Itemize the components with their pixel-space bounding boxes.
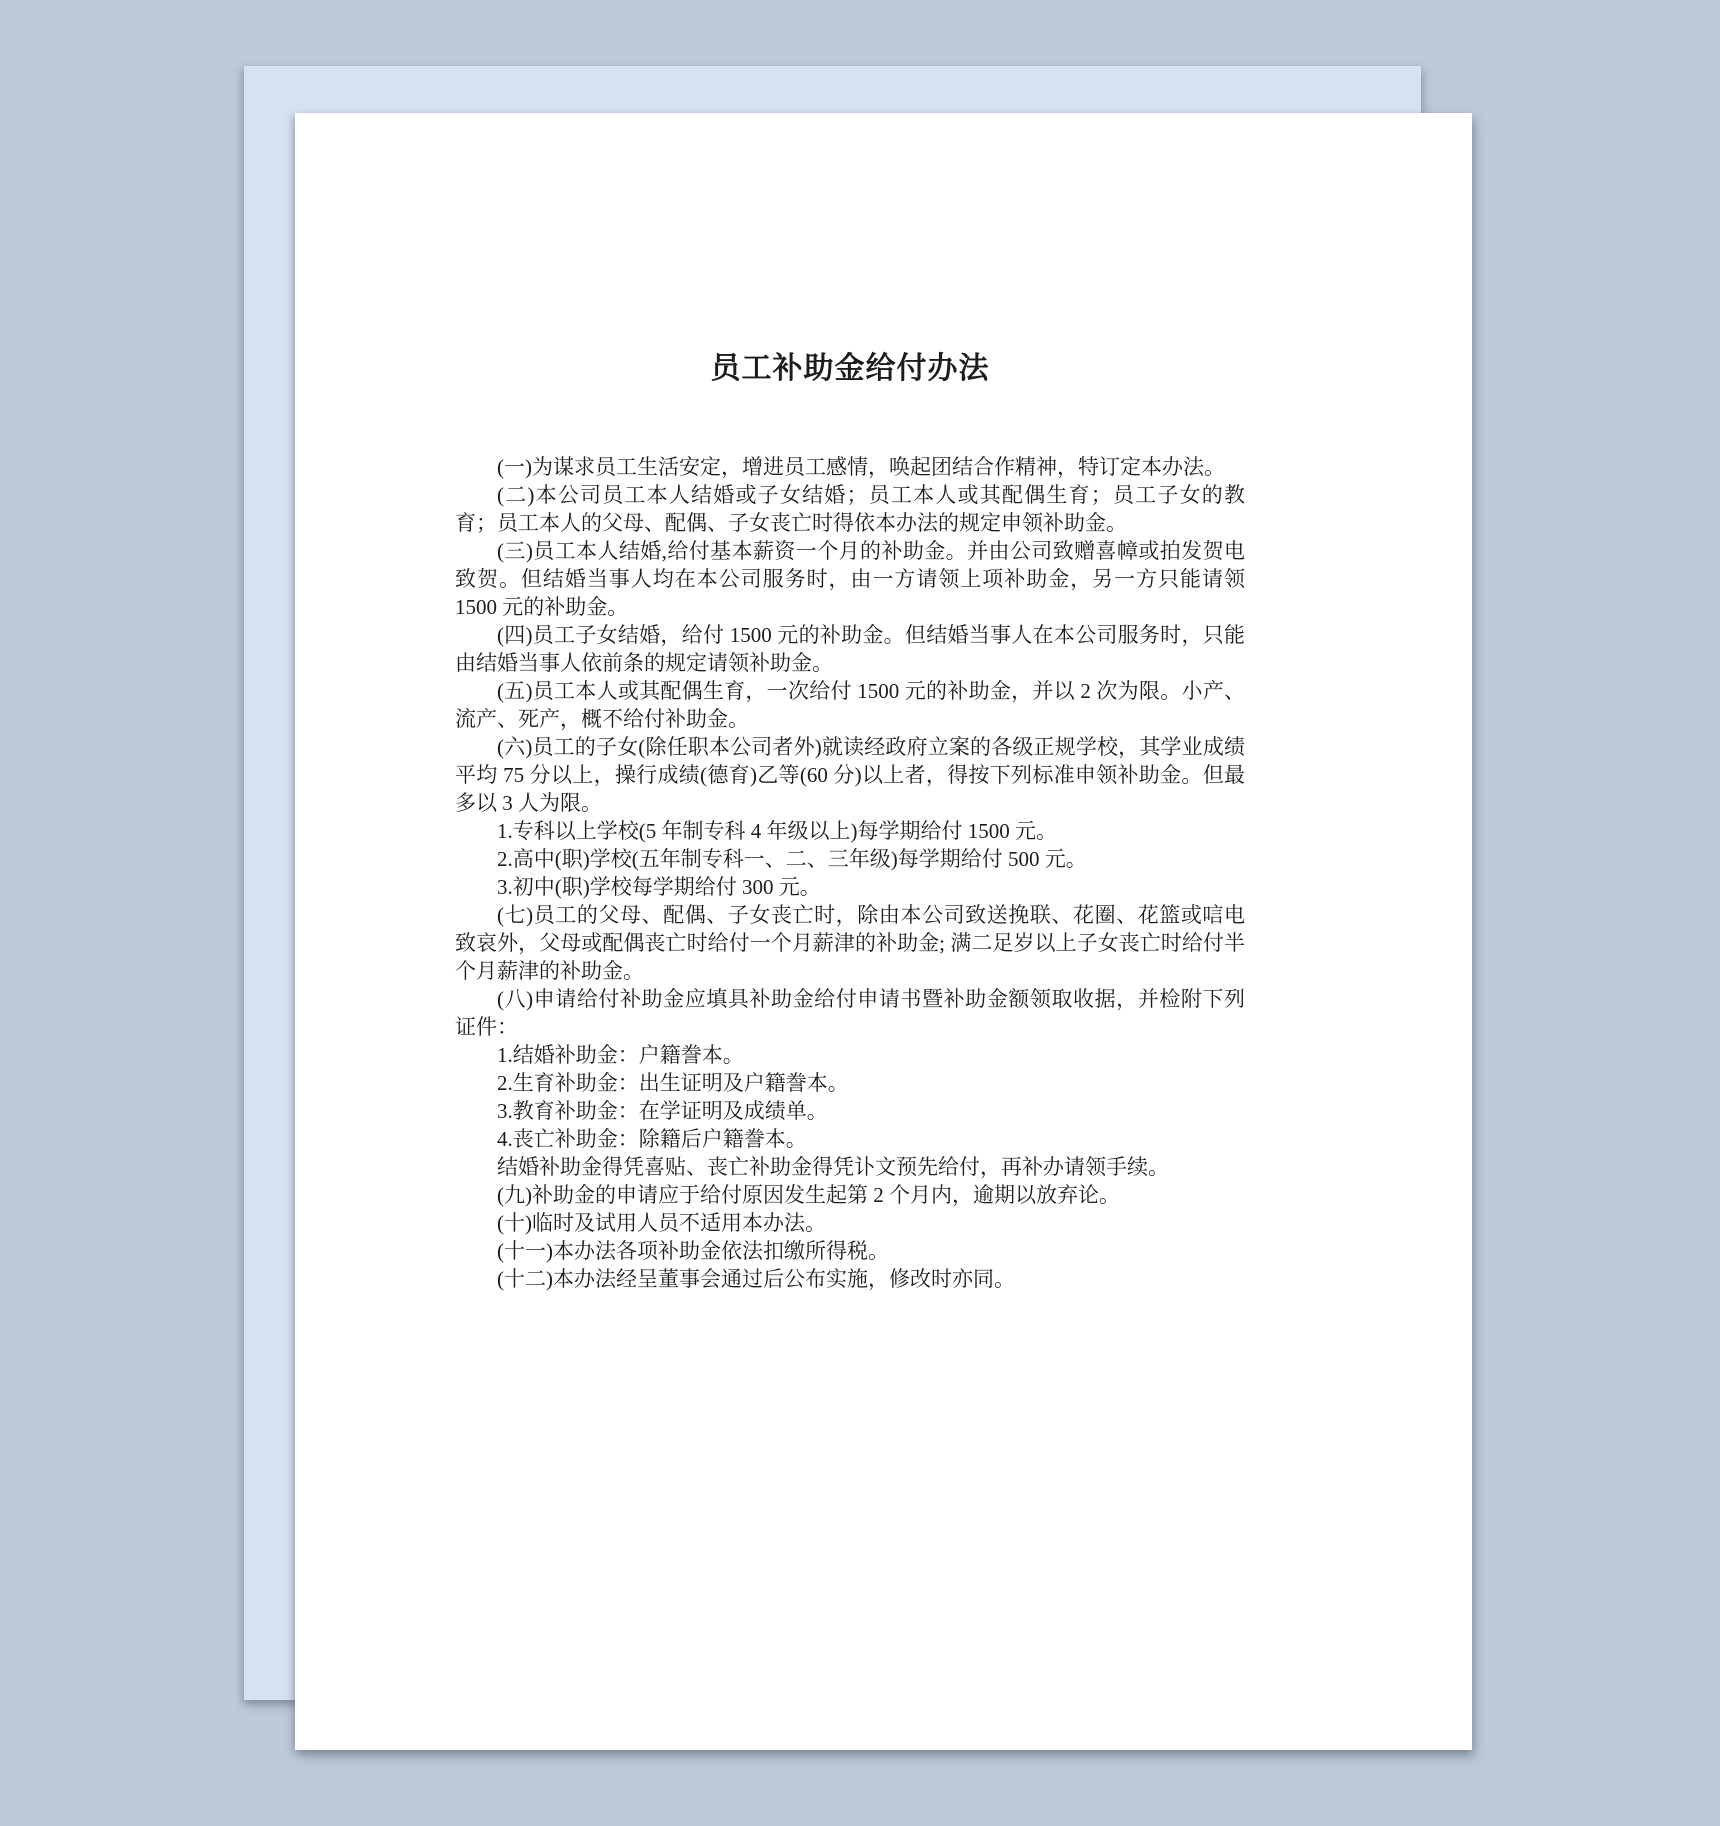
paragraph: 2.高中(职)学校(五年制专科一、二、三年级)每学期给付 500 元。 xyxy=(497,847,1087,871)
document-body xyxy=(455,453,1245,1293)
paragraph: (六)员工的子女(除任职本公司者外)就读经政府立案的各级正规学校，其学业成绩平均 75 分以上，操行成绩(德育)乙等(60 分)以上者，得按下列标准申领补助金。但最多以 3 人为限。 xyxy=(455,735,1245,815)
paragraph: 3.教育补助金：在学证明及成绩单。 xyxy=(497,1099,828,1123)
paragraph: 1.结婚补助金：户籍誊本。 xyxy=(497,1043,744,1067)
document-content xyxy=(455,352,1245,1293)
paragraph: (十一)本办法各项补助金依法扣缴所得税。 xyxy=(497,1239,889,1263)
document-title: 员工补助金给付办法 xyxy=(710,352,990,385)
paragraph: (八)申请给付补助金应填具补助金给付申请书暨补助金额领取收据，并检附下列证件： xyxy=(455,987,1245,1039)
paragraph: 4.丧亡补助金：除籍后户籍誊本。 xyxy=(497,1127,807,1151)
paragraph: 1.专科以上学校(5 年制专科 4 年级以上)每学期给付 1500 元。 xyxy=(497,819,1057,843)
paragraph: (四)员工子女结婚，给付 1500 元的补助金。但结婚当事人在本公司服务时，只能由结婚当事人依前条的规定请领补助金。 xyxy=(455,623,1245,675)
paragraph: (九)补助金的申请应于给付原因发生起第 2 个月内，逾期以放弃论。 xyxy=(497,1183,1120,1207)
paragraph: (七)员工的父母、配偶、子女丧亡时，除由本公司致送挽联、花圈、花篮或唁电致哀外，父母或配偶丧亡时给付一个月薪津的补助金; 满二足岁以上子女丧亡时给付半个月薪津的补助金。 xyxy=(455,903,1245,983)
paragraph: (十二)本办法经呈董事会通过后公布实施，修改时亦同。 xyxy=(497,1267,1015,1291)
paragraph: 2.生育补助金：出生证明及户籍誊本。 xyxy=(497,1071,849,1095)
paragraph: (十)临时及试用人员不适用本办法。 xyxy=(497,1211,826,1235)
paragraph: (三)员工本人结婚,给付基本薪资一个月的补助金。并由公司致赠喜幛或拍发贺电致贺。但结婚当事人均在本公司服务时，由一方请领上项补助金，另一方只能请领 1500 元的补助金。 xyxy=(455,539,1245,619)
paragraph: (五)员工本人或其配偶生育，一次给付 1500 元的补助金，并以 2 次为限。小产、流产、死产，概不给付补助金。 xyxy=(455,679,1245,731)
paragraph: (二)本公司员工本人结婚或子女结婚；员工本人或其配偶生育；员工子女的教育；员工本人的父母、配偶、子女丧亡时得依本办法的规定申领补助金。 xyxy=(455,483,1245,535)
paragraph: 结婚补助金得凭喜贴、丧亡补助金得凭讣文预先给付，再补办请领手续。 xyxy=(497,1155,1169,1179)
paragraph: 3.初中(职)学校每学期给付 300 元。 xyxy=(497,875,821,899)
paragraph: (一)为谋求员工生活安定，增进员工感情，唤起团结合作精神，特订定本办法。 xyxy=(497,455,1225,479)
document-page xyxy=(295,113,1472,1750)
